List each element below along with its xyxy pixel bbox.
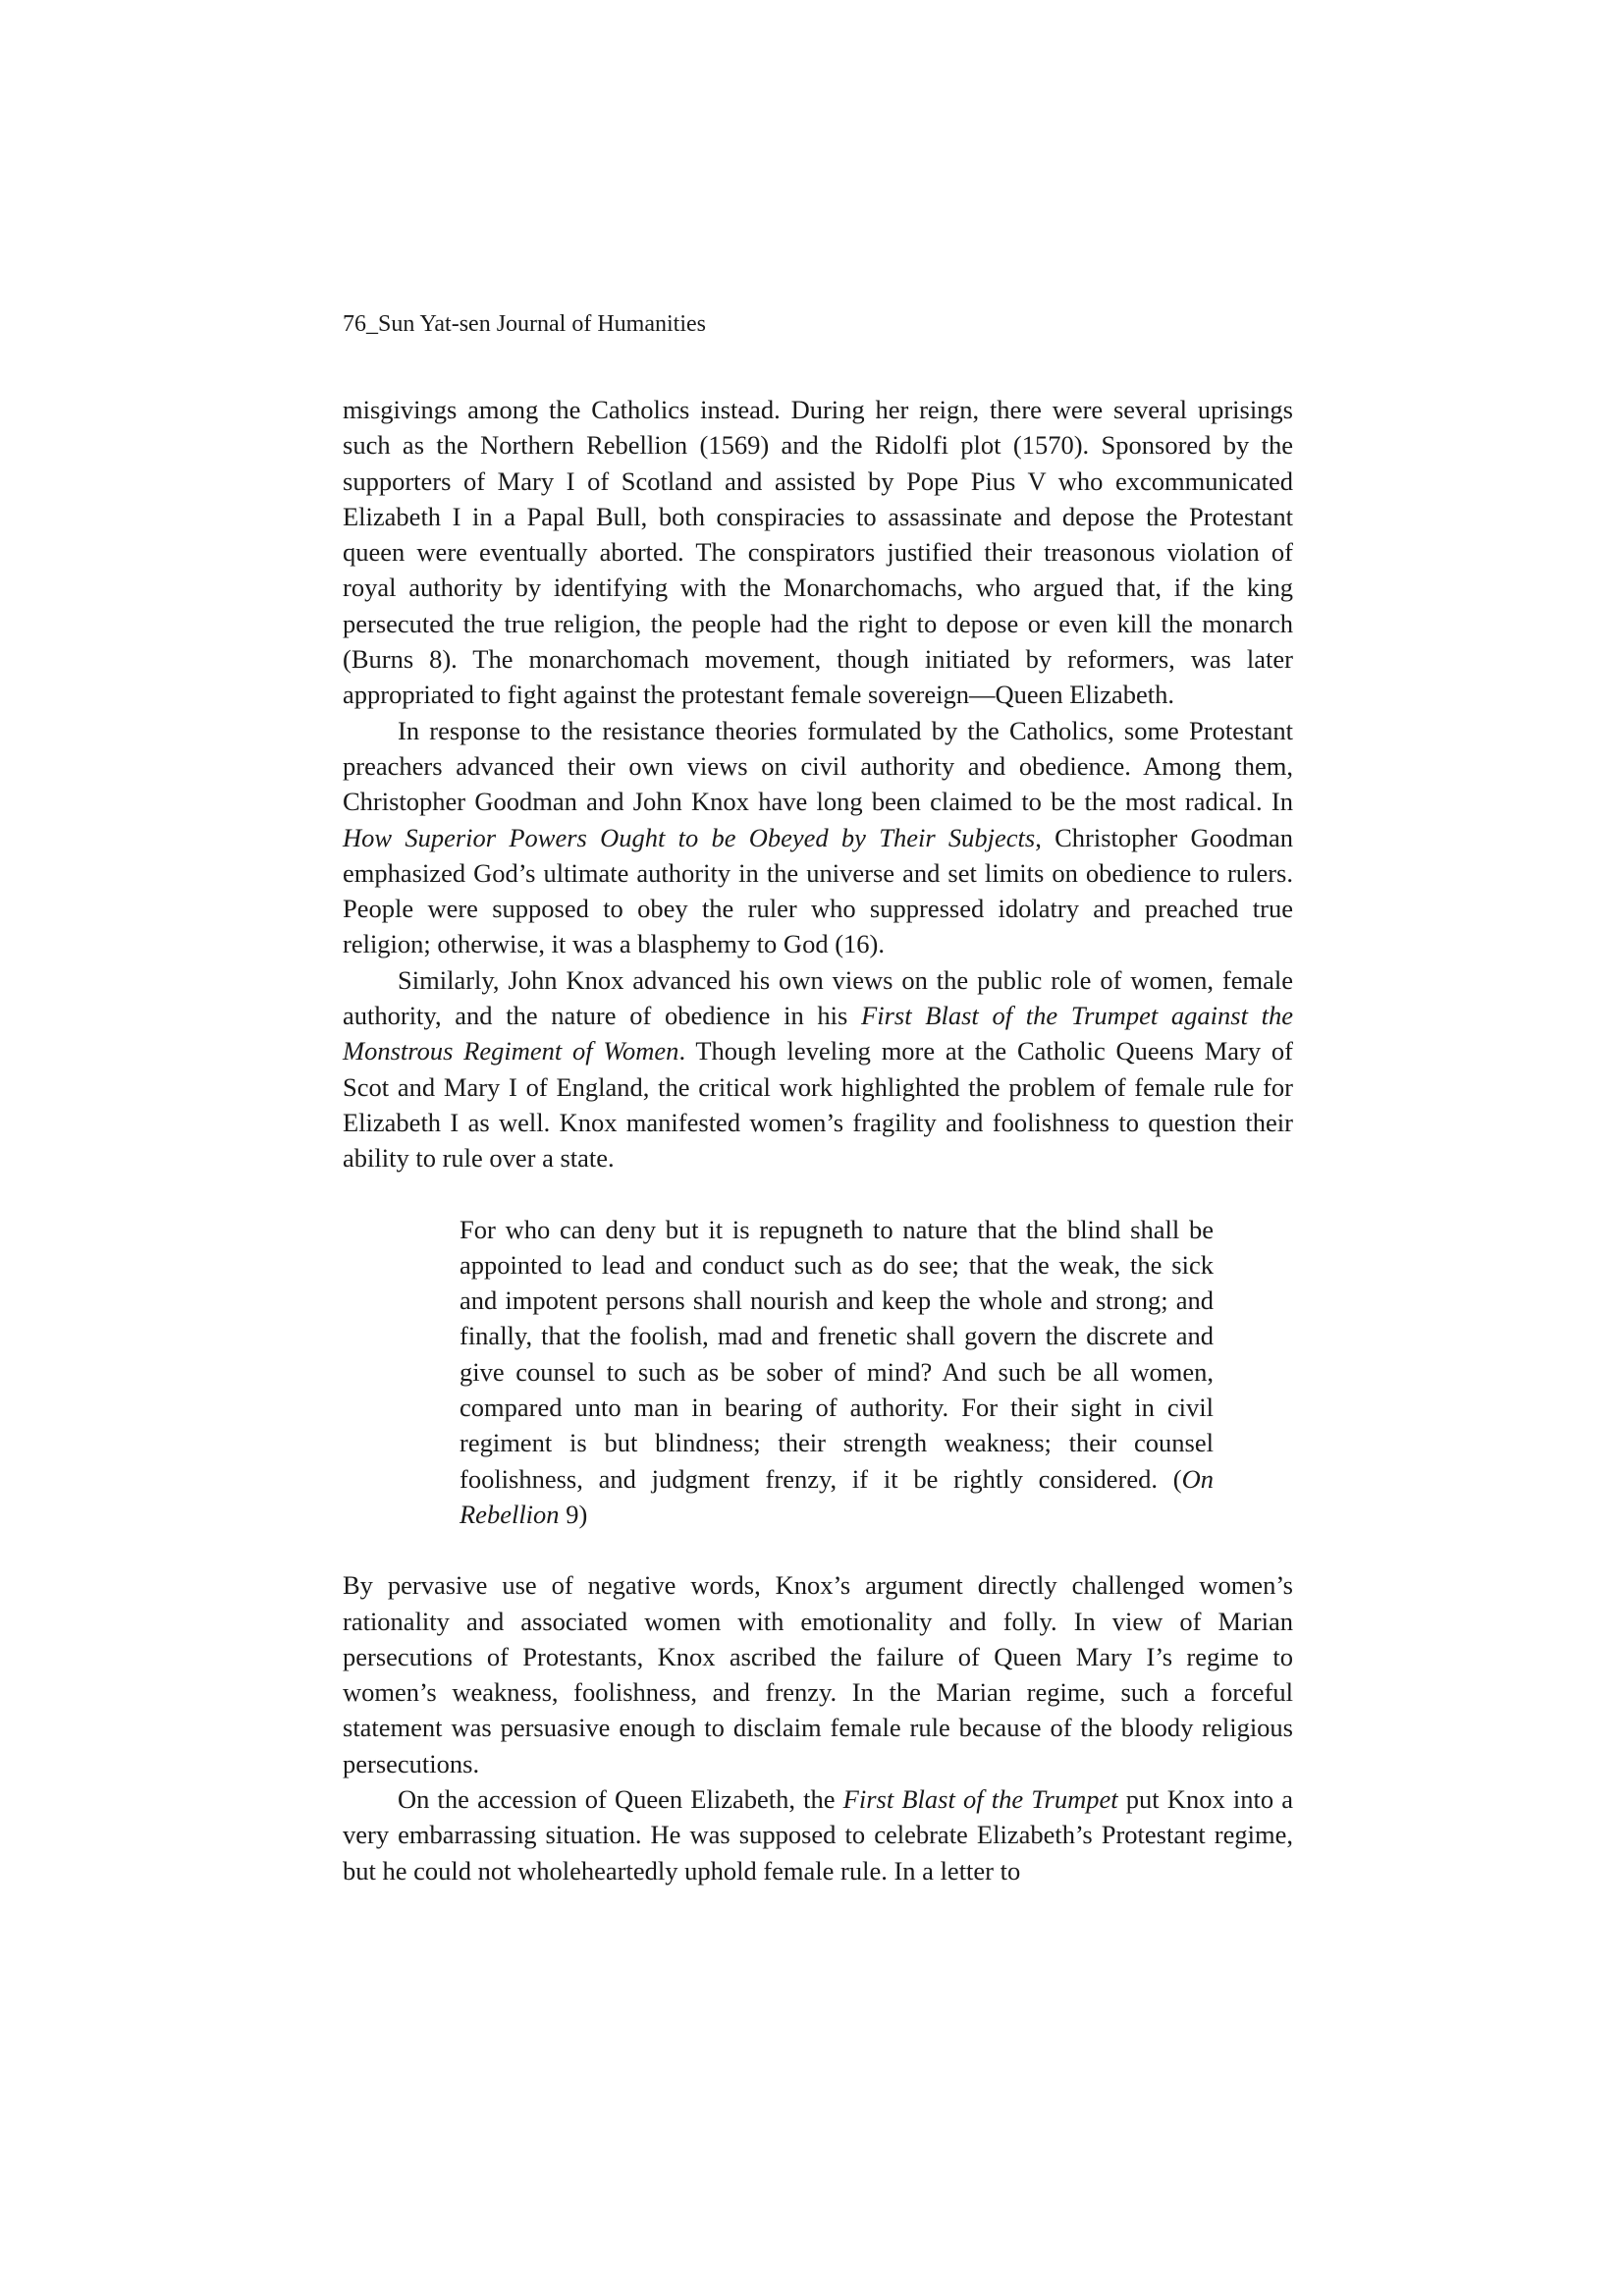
quote-text-b: 9) (559, 1499, 588, 1529)
paragraph-3-text-a: Similarly, John Knox advanced his own views on the public role of women, female authority, and the nature of obedience in his (343, 964, 1293, 1031)
running-head: 76_Sun Yat-sen Journal of Humanities (343, 311, 706, 337)
work-title-first-blast: First Blast of the Trumpet against the Monstrous Regiment of Women (343, 1001, 1294, 1066)
paragraph-2-text-a: In response to the resistance theories formulated by the Catholics, some Protestant preachers advanced their own views on civil authority and obedience. Among them, Christopher Goodman and John Knox have long been claimed to be the most radical. In (343, 715, 1293, 817)
paragraph-5 (343, 1781, 1293, 1888)
work-title-goodman: How Superior Powers Ought to be Obeyed by Their Subjects (343, 822, 1036, 852)
paragraph-5-text-a: On the accession of Queen Elizabeth, the (398, 1783, 843, 1814)
quote-source-title: On Rebellion (460, 1463, 1214, 1529)
paragraph-2 (343, 713, 1293, 962)
paragraph-1: misgivings among the Catholics instead. During her reign, there were several uprisings such as the Northern Rebellion (1569) and the Ridolfi plot (1570). Sponsored by the supporters of Mary I of Scotland and assisted by Pope Pius V who excommunicated Elizabeth I in a Papal Bull, both conspiracies to assassinate and depose the Protestant queen were eventually aborted. The conspirators justified their treasonous violation of royal authority by identifying with the Monarchomachs, who argued that, if the king persecuted the true religion, the people had the right to depose or even kill the monarch (Burns 8). The monarchomach movement, though initiated by reformers, was later appropriated to fight against the protestant female sovereign—Queen Elizabeth. (343, 395, 1293, 710)
paragraph-3-text-b: . Though leveling more at the Catholic Queens Mary of Scot and Mary I of England, the critical work highlighted the problem of female rule for Elizabeth I as well. Knox manifested women’s fragility and foolishness to question their ability to rule over a state. (343, 1036, 1293, 1174)
paragraph-3 (343, 962, 1293, 1176)
work-title-trumpet: First Blast of the Trumpet (842, 1783, 1118, 1814)
paragraph-5-text-b: put Knox into a very embarrassing situation. He was supposed to celebrate Elizabeth’s Protestant regime, but he could not wholeheartedly uphold female rule. In a letter to (343, 1783, 1293, 1886)
block-quote (460, 1212, 1214, 1533)
quote-text-a: For who can deny but it is repugneth to nature that the blind shall be appointed to lead and conduct such as do see; that the weak, the sick and impotent persons shall nourish and keep the whole and strong; and finally, that the foolish, mad and frenetic shall govern the discrete and give counsel to such as be sober of mind? And such be all women, compared unto man in bearing of authority. For their sight in civil regiment is but blindness; their strength weakness; their counsel foolishness, and judgment frenzy, if it be rightly considered. ( (460, 1214, 1214, 1494)
paragraph-2-text-b: , Christopher Goodman emphasized God’s ultimate authority in the universe and set limits on obedience to rulers. People were supposed to obey the ruler who suppressed idolatry and preached true religion; otherwise, it was a blasphemy to God (16). (343, 822, 1293, 959)
paragraph-4: By pervasive use of negative words, Knox’s argument directly challenged women’s rationality and associated women with emotionality and folly. In view of Marian persecutions of Protestants, Knox ascribed the failure of Queen Mary I’s regime to women’s weakness, foolishness, and frenzy. In the Marian regime, such a forceful statement was persuasive enough to disclaim female rule because of the bloody religious persecutions. (343, 1570, 1293, 1778)
article-body (343, 392, 1293, 1888)
